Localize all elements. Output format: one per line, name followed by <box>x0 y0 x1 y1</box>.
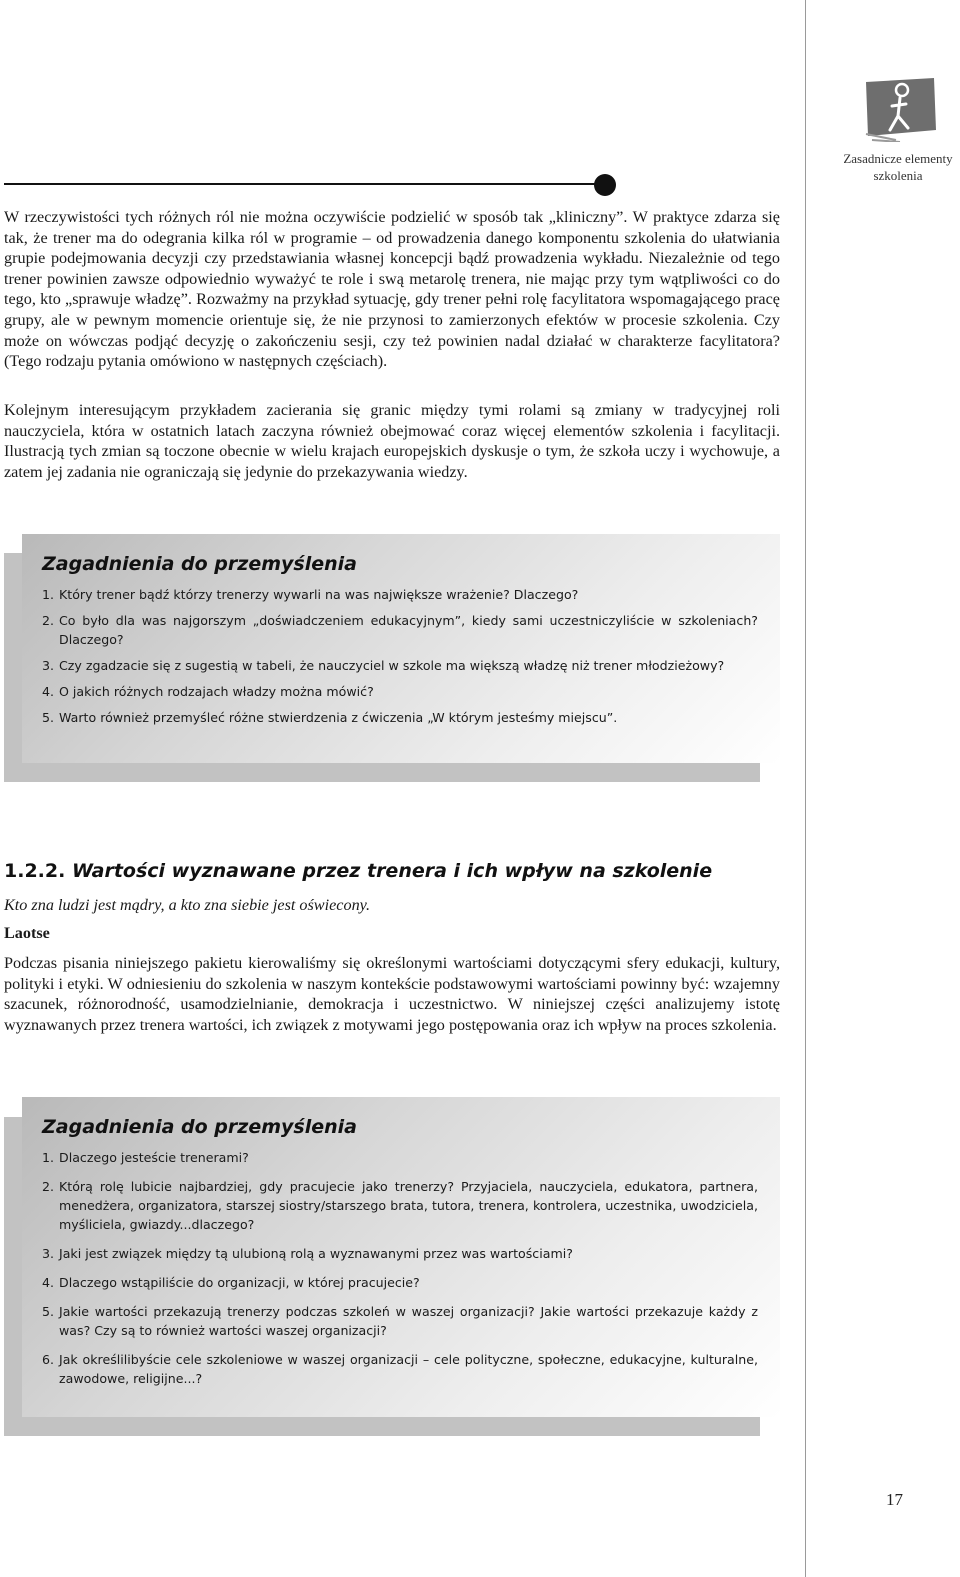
paragraph-teacher-role: Kolejnym interesującym przykładem zacierania się granic między tymi rolami są zmiany w tradycyjnej roli nauczyciela, która w ostatnich latach zaczyna również obejmować coraz więcej elementów szkolenia i facylitacji. Ilustracją tych zmian są toczone obecnie w wielu krajach europejskich dyskusje o tym, że szkoła uczy i wychowuje, a zatem jej zadania nie ograniczają się jedynie do przekazywania wiedzy. <box>4 401 780 481</box>
paragraph-values: Podczas pisania niniejszego pakietu kierowaliśmy się określonymi wartościami dotyczącymi sfery edukacji, kultury, polityki i etyki. W odniesieniu do szkolenia w naszym kontekście podstawowymi wartościami powinny być: wzajemny szacunek, różnorodność, usamodzielnianie, demokracja i uczestnictwo. W niniejszej części analizujemy istotę wyznawanych przez trenera wartości, ich związek z motywami jego postępowania oraz ich wpływ na proces szkolenia. <box>4 954 780 1034</box>
section-number: 1.2.2. <box>4 860 66 882</box>
reflection-box-1 <box>22 534 780 763</box>
paragraph-roles: W rzeczywistości tych różnych ról nie można oczywiście podzielić w sposób tak „kliniczny”. W praktyce zdarza się tak, że trener ma do odegrania kilka ról w programie – od prowadzenia danego komponentu szkolenia do ułatwiania grupie podejmowania decyzji czy przedstawiania własnej koncepcji bądź prowadzenia wykładu. Niezależnie od tego trener powinien zawsze odpowiednio wyważyć te role i swą metarolę trenera, nie mając przy tym wątpliwości co do tego, kto „sprawuje władzę”. Rozważmy na przykład sytuację, gdy trener pełni rolę facylitatora wspomagającego pracę grupy, ale w pewnym momencie orientuje się, że nie przynosi to zamierzonych efektów w procesie szkolenia. Czy może on wówczas podjąć decyzję o zakończeniu sesji, czy też powinien nadal działać w charakterze facylitatora? (Tego rodzaju pytania omówiono w następnych częściach). <box>4 208 780 371</box>
list-item: 3. Czy zgadzacie się z sugestią w tabeli, że nauczyciel w szkole ma większą władzę niż trener młodzieżowy? <box>42 658 725 673</box>
list-item: 4. O jakich różnych rodzajach władzy można mówić? <box>42 684 374 699</box>
page-number: 17 <box>886 1490 903 1509</box>
list-item: 2. Którą rolę lubicie najbardziej, gdy pracujecie jako trenerzy? Przyjaciela, nauczyciela, edukatora, partnera, menedżera, organizatora, starszej siostry/starszego brata, tutora, trenera, kontrolera, uczestnika, uwodziciela, myśliciela, gwiazdy...dlaczego? <box>42 1179 758 1232</box>
box-title: Zagadnienia do przemyślenia <box>42 1116 357 1138</box>
section-title: Wartości wyznawane przez trenera i ich wpływ na szkolenie <box>71 860 713 882</box>
section-heading <box>4 860 712 882</box>
box-title: Zagadnienia do przemyślenia <box>42 553 357 575</box>
figure-flag-logo-icon <box>862 76 938 142</box>
question-list <box>42 585 758 727</box>
list-item: 3. Jaki jest związek między tą ulubioną rolą a wyznawanymi przez was wartościami? <box>42 1246 573 1261</box>
list-item: 6. Jak określilibyście cele szkoleniowe w waszej organizacji – cele polityczne, społeczne, edukacyjne, kulturalne, zawodowe, religijne...? <box>42 1352 758 1386</box>
list-item: 5. Jakie wartości przekazują trenerzy podczas szkoleń w waszej organizacji? Jakie wartości przekazuje każdy z was? Czy są to również wartości waszej organizacji? <box>42 1304 758 1338</box>
list-item: 2. Co było dla was najgorszym „doświadczeniem edukacyjnym”, kiedy sami uczestniczyliście w szkoleniach? Dlaczego? <box>42 613 758 647</box>
list-item: 1. Który trener bądź którzy trenerzy wywarli na was największe wrażenie? Dlaczego? <box>42 587 579 602</box>
margin-rule <box>805 0 806 1577</box>
header-rule-dot <box>594 174 616 196</box>
section-label: Zasadnicze elementy szkolenia <box>843 151 953 183</box>
list-item: 4. Dlaczego wstąpiliście do organizacji, w której pracujecie? <box>42 1275 420 1290</box>
question-list <box>42 1148 758 1388</box>
header-rule <box>4 183 604 185</box>
list-item: 1. Dlaczego jesteście trenerami? <box>42 1150 249 1165</box>
reflection-box-2 <box>22 1097 780 1417</box>
epigraph-quote: Kto zna ludzi jest mądry, a kto zna siebie jest oświecony. <box>4 896 370 914</box>
epigraph-author: Laotse <box>4 924 50 942</box>
list-item: 5. Warto również przemyśleć różne stwierdzenia z ćwiczenia „W którym jesteśmy miejscu”. <box>42 710 618 725</box>
